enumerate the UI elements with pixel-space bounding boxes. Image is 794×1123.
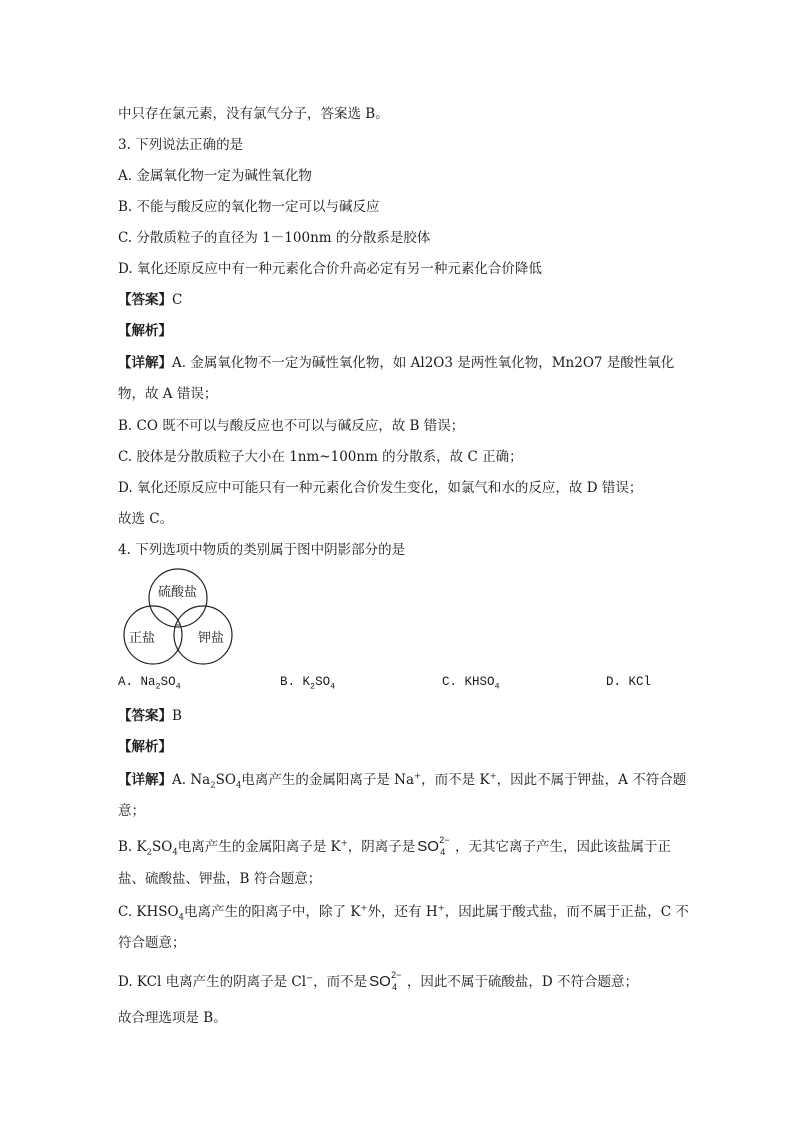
- sulfate-ion: SO 2− 4: [369, 970, 402, 992]
- detail-text: A. 金属氧化物不一定为碱性氧化物，如 Al2O3 是两性氧化物，Mn2O7 是酸性氧化: [172, 355, 675, 371]
- conclusion-4: 故合理选项是 B。: [118, 1010, 227, 1026]
- detail-4c-cont: 符合题意；: [118, 935, 186, 951]
- detail-3b: B. CO 既不可以与酸反应也不可以与碱反应，故 B 错误；: [118, 418, 465, 434]
- option-3c: C. 分散质粒子的直径为 1－100nm 的分散系是胶体: [118, 230, 431, 246]
- option-4b: B. $K_2SO_4$: [280, 675, 336, 692]
- detail-4a: 【详解】A. $Na_2SO_4$电离产生的金属阳离子是 Na+，而不是 K+，因此不属于钾盐，A 不符合题: [118, 771, 687, 791]
- detail-4b: B. $K_2SO_4$电离产生的金属阳离子是 K+，阴离子是 SO 2− 4 ，无其它离子产生，因此该盐属于正: [118, 835, 671, 858]
- option-4d: D. KCl: [606, 675, 652, 689]
- answer-3: [118, 290, 182, 310]
- answer-label: 【答案】: [118, 708, 172, 724]
- detail-3c: C. 胶体是分散质粒子大小在 1nm~100nm 的分散系，故 C 正确；: [118, 449, 523, 465]
- detail-3a: [118, 353, 674, 373]
- detail-label: 【详解】: [118, 355, 172, 371]
- sulfate-ion: SO 2− 4: [417, 835, 450, 857]
- analysis-4-label: 【解析】: [118, 739, 172, 755]
- answer-value: B: [172, 708, 182, 724]
- option-3d: D. 氧化还原反应中有一种元素化合价升高必定有另一种元素化合价降低: [118, 261, 542, 277]
- detail-4b-cont: 盐、硫酸盐、钾盐，B 符合题意；: [118, 871, 322, 887]
- detail-4a-cont: 意；: [118, 803, 145, 819]
- conclusion-3: 故选 C。: [118, 511, 174, 527]
- detail-4d: D. KCl 电离产生的阴离子是 Cl−，而不是 SO 2− 4 ，因此不属于硫酸盐，D 不符合题意；: [118, 970, 638, 992]
- question-4: 4. 下列选项中物质的类别属于图中阴影部分的是: [118, 542, 406, 558]
- venn-label-top: 硫酸盐: [158, 585, 198, 600]
- answer-label: 【答案】: [118, 292, 172, 308]
- detail-3a-cont: 物，故 A 错误；: [118, 386, 218, 402]
- detail-4c: C. $KHSO_4$电离产生的阳离子中，除了 K+外，还有 H+，因此属于酸式盐，而不属于正盐，C 不: [118, 903, 689, 923]
- option-4a: A. $Na_2SO_4$: [118, 675, 181, 692]
- option-3a: A. 金属氧化物一定为碱性氧化物: [118, 168, 312, 184]
- option-4c: C. $KHSO_4$: [442, 675, 500, 692]
- venn-label-right: 钾盐: [198, 631, 225, 646]
- text-line: 中只存在氯元素，没有氯气分子，答案选 B。: [118, 106, 389, 122]
- answer-4: [118, 706, 182, 726]
- option-3b: B. 不能与酸反应的氧化物一定可以与碱反应: [118, 199, 380, 215]
- venn-diagram: [118, 563, 234, 667]
- venn-label-left: 正盐: [129, 631, 156, 646]
- detail-3d: D. 氧化还原反应中可能只有一种元素化合价发生变化，如氯气和水的反应，故 D 错误；: [118, 480, 643, 496]
- answer-value: C: [172, 292, 183, 308]
- analysis-3-label: 【解析】: [118, 323, 172, 339]
- question-3: 3. 下列说法正确的是: [118, 137, 244, 153]
